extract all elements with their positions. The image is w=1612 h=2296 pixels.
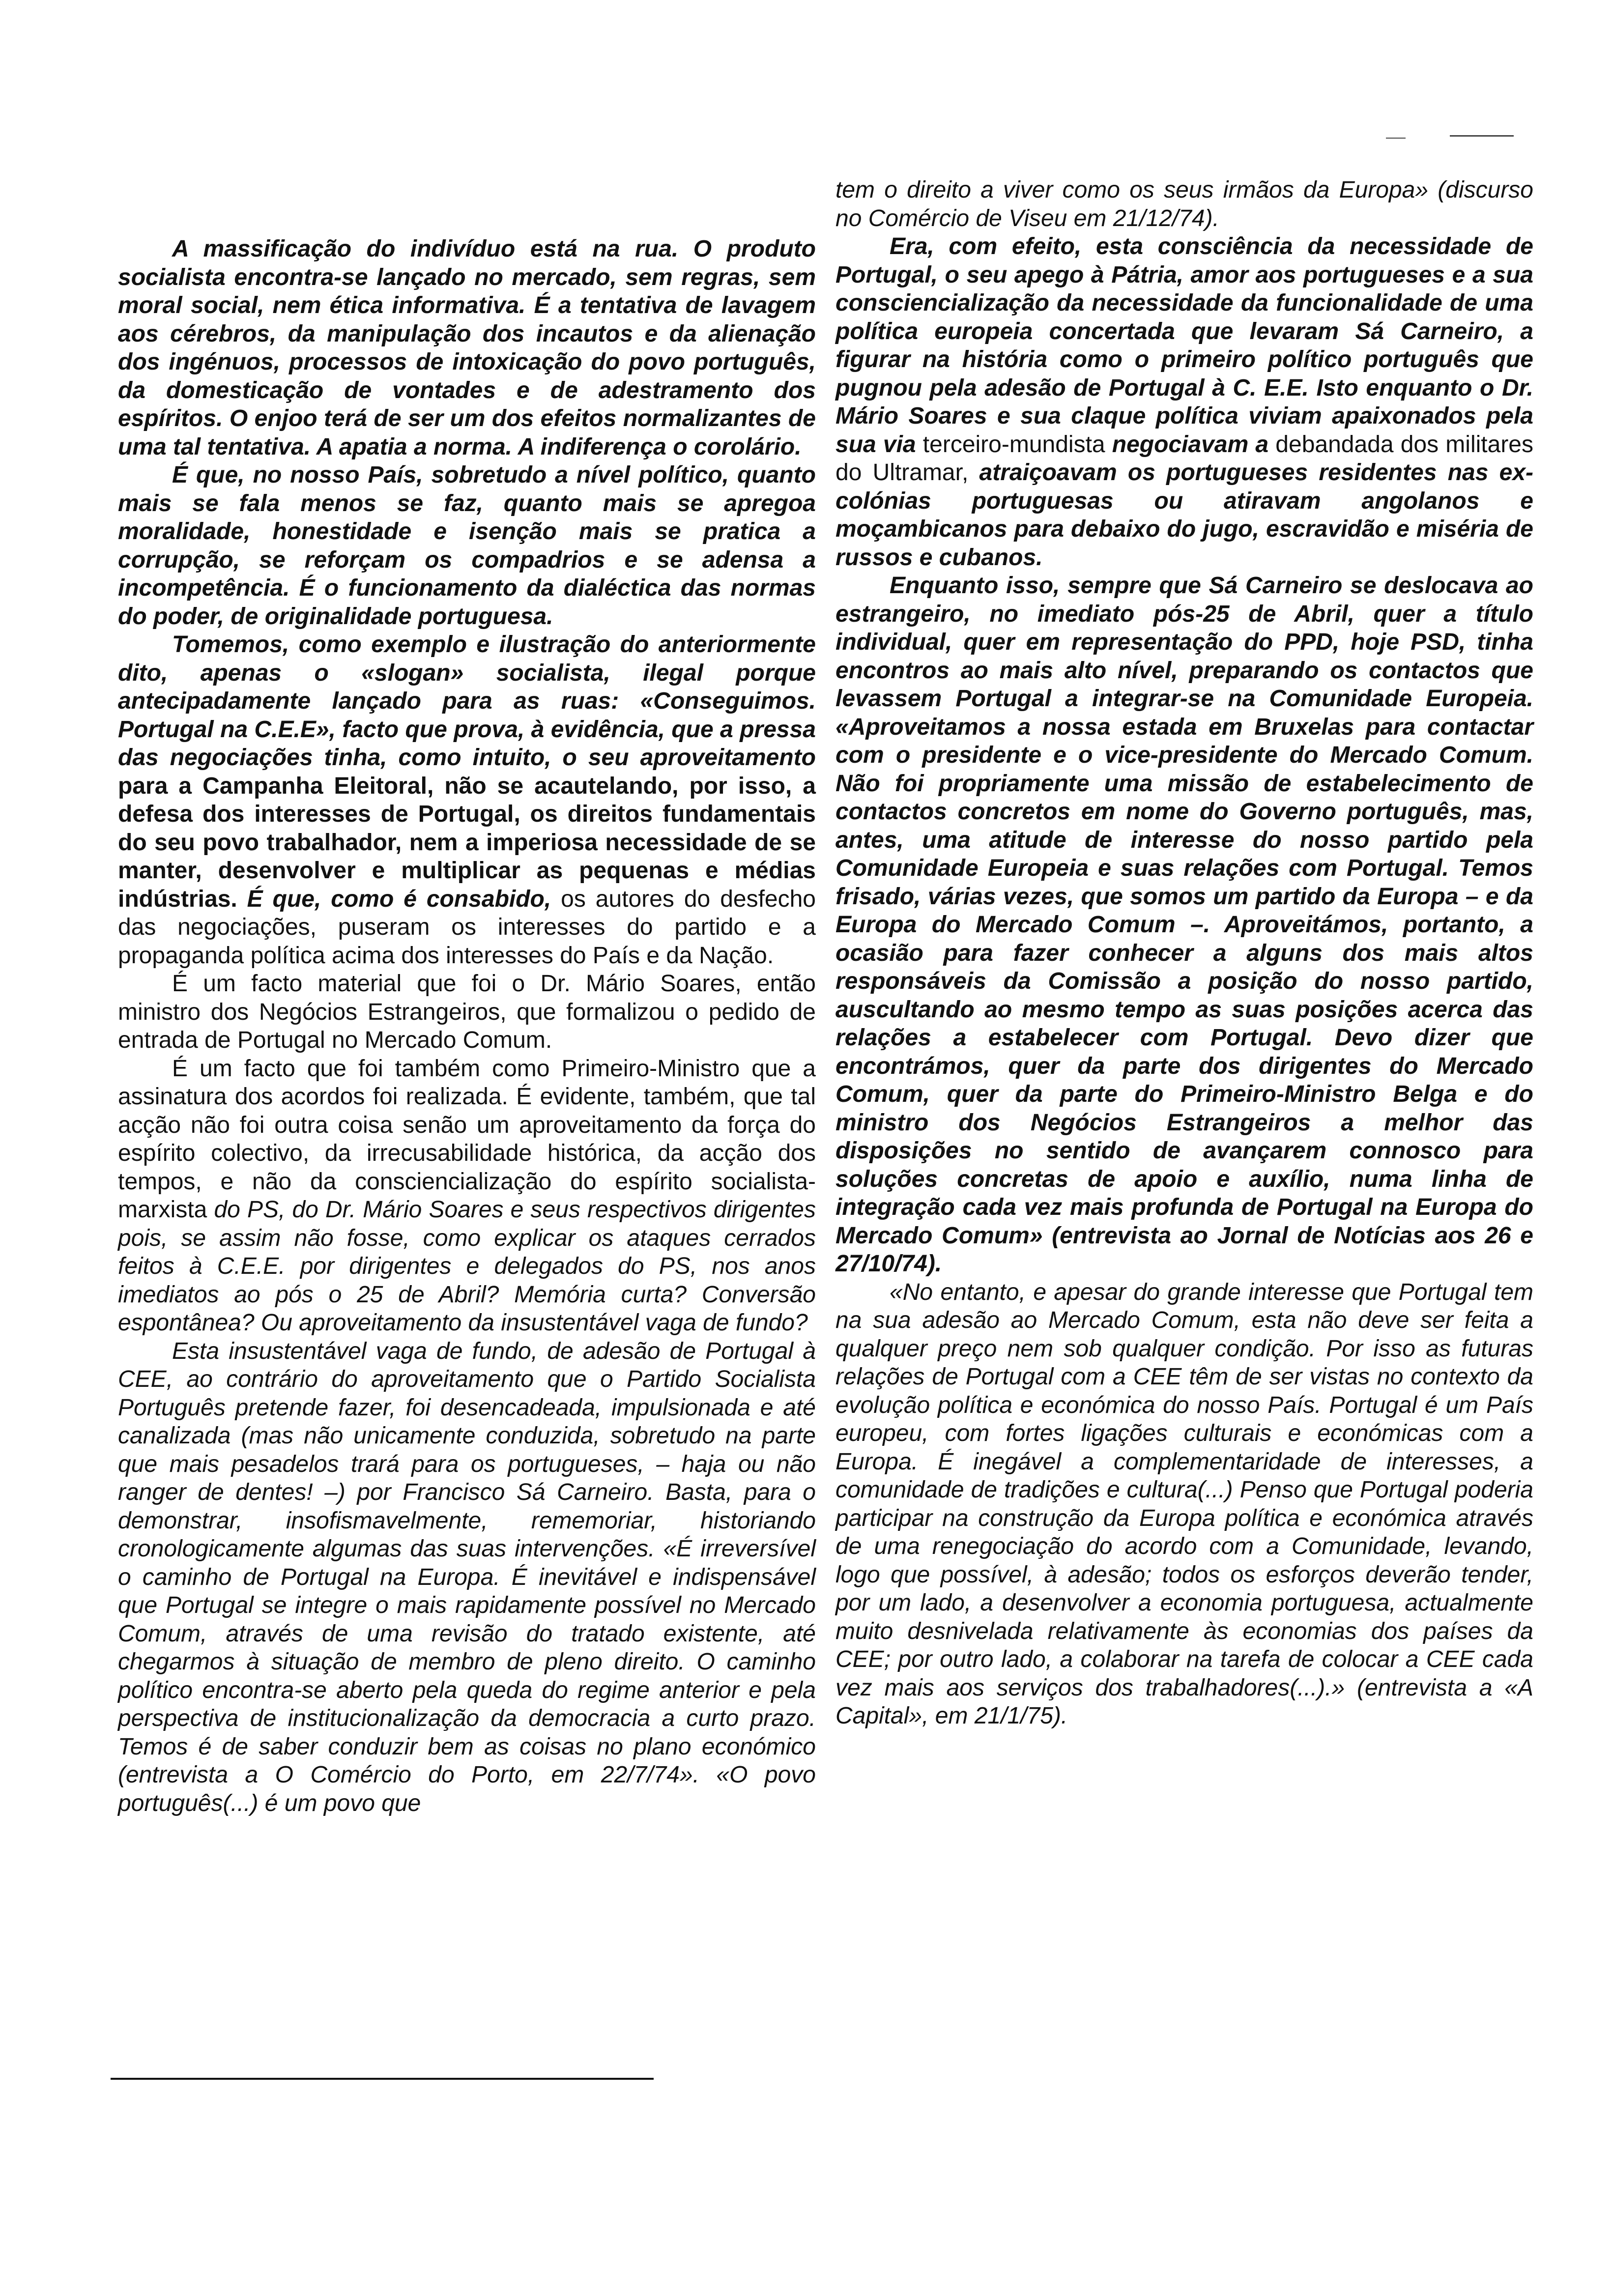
paragraph (118, 631, 816, 970)
paragraph: Esta insustentável vaga de fundo, de adesão de Portugal à CEE, ao contrário do aproveitamento que o Partido Socialista Português pretende fazer, foi desencadeada, impulsionada e até canalizada (mas não unicamente conduzida, sobretudo na parte que mais pesadelos trará para os portugueses, – haja ou não ranger de dentes! –) por Francisco Sá Carneiro. Basta, para o demonstrar, insofismavelmente, rememoriar, historiando cronologicamente algumas das suas intervenções. «É irreversível o caminho de Portugal na Europa. É inevitável e indispensável que Portugal se integre o mais rapidamente possível no Mercado Comum, através de uma revisão do tratado existente, até chegarmos à situação de membro de pleno direito. O caminho político encontra-se aberto pela queda do regime anterior e pela perspectiva de institucionalização da democracia a curto prazo. Temos é de saber conduzir bem as coisas no plano económico (entrevista a O Comércio do Porto, em 22/7/74». «O povo português(...) é um povo que (118, 1338, 816, 1816)
text-segment: para a Campanha Eleitoral, não se acautelando, por isso, a defesa dos interesses de Portugal, os direitos fundamentais do seu povo trabalhador, nem a imperiosa necessidade de se manter, desenvolver e multiplicar as pequenas e médias indústrias. (118, 773, 816, 912)
paragraph: «No entanto, e apesar do grande interesse que Portugal tem na sua adesão ao Mercado Comum, esta não deve ser feita a qualquer preço nem sob qualquer condição. Por isso as futuras relações de Portugal com a CEE têm de ser vistas no contexto da evolução política e económica do nosso País. Portugal é um País europeu, com fortes ligações culturais e económicas com a Europa. É inegável a complementaridade de interesses, a comunidade de tradições e cultura(...) Penso que Portugal poderia participar na construção da Europa política e económica através de uma renegociação do acordo com a Comunidade, levando, logo que possível, à adesão; todos os esforços deverão tender, por um lado, a desenvolver a economia portuguesa, actualmente muito desnivelada relativamente às economias dos países da CEE; por outro lado, a colaborar na tarefa de colocar a CEE cada vez mais aos serviços dos trabalhadores(...).» (entrevista a «A Capital», em 21/1/75). (835, 1279, 1533, 1729)
paragraph (118, 1055, 816, 1337)
text-segment: É um facto que foi também como Primeiro-Ministro que a assinatura dos acordos foi realizada. É evidente, também, que tal acção não foi outra coisa senão um aproveitamento da força do espírito colectivo, da irrecusabilidade histórica, da acção dos tempos, e não da consciencialização do espírito socialista-marxista (118, 1055, 816, 1223)
scan-artifact (1450, 135, 1514, 137)
text-segment: Era, com efeito, esta consciência da necessidade de Portugal, o seu apego à Pátria, amor aos portugueses e a sua consciencialização da necessidade da funcionalidade de uma política europeia concertada que levaram Sá Carneiro, a figurar na história como o primeiro político português que pugnou pela adesão de Portugal à C. E.E. Isto enquanto o Dr. Mário Soares e sua claque política viviam apaixonados pela sua via (835, 233, 1533, 458)
left-column (118, 235, 816, 1817)
paragraph: É um facto material que foi o Dr. Mário Soares, então ministro dos Negócios Estrangeiros, que formalizou o pedido de entrada de Portugal no Mercado Comum. (118, 971, 816, 1053)
text-segment: debandada dos militares do Ultramar, (835, 431, 1533, 486)
scan-artifact (1386, 138, 1406, 139)
text-segment: atraiçoavam os portugueses residentes nas ex-colónias portuguesas ou atiravam angolanos e moçambicanos para debaixo do jugo, escravidão e miséria de russos e cubanos. (835, 459, 1533, 571)
text-segment: terceiro-mundista (922, 431, 1105, 458)
text-segment: negociavam a (1105, 431, 1276, 458)
column-end-rule (111, 2078, 654, 2080)
text-segment: os autores do desfecho das negociações, puseram os interesses do partido e a propaganda política acima dos interesses do País e da Nação. (118, 886, 816, 969)
paragraph: Enquanto isso, sempre que Sá Carneiro se deslocava ao estrangeiro, no imediato pós-25 de Abril, quer a título individual, quer em representação do PPD, hoje PSD, tinha encontros ao mais alto nível, preparando os contactos que levassem Portugal a integrar-se na Comunidade Europeia. «Aproveitamos a nossa estada em Bruxelas para contactar com o presidente e o vice-presidente do Mercado Comum. Não foi propriamente uma missão de estabelecimento de contactos concretos em nome do Governo português, mas, antes, uma atitude de interesse do nosso partido pela Comunidade Europeia e suas relações com Portugal. Temos frisado, várias vezes, que somos um partido da Europa – e da Europa do Mercado Comum –. Aproveitámos, portanto, a ocasião para fazer conhecer a alguns dos mais altos responsáveis da Comissão a posição do nosso partido, auscultando ao mesmo tempo as suas posições acerca das relações a estabelecer com Portugal. Devo dizer que encontrámos, quer da parte dos dirigentes do Mercado Comum, quer da parte do Primeiro-Ministro Belga e do ministro dos Negócios Estrangeiros a melhor das disposições no sentido de avançarem connosco para soluções concretas de apoio e auxílio, numa linha de integração cada vez mais profunda de Portugal na Europa do Mercado Comum» (entrevista ao Jornal de Notícias aos 26 e 27/10/74). (835, 573, 1533, 1277)
text-segment: Tomemos, como exemplo e ilustração do anteriormente dito, apenas o «slogan» socialista, ilegal porque antecipadamente lançado para as ruas: «Conseguimos. Portugal na C.E.E», facto que prova, à evidência, que a pressa das negociações tinha, como intuito, o seu aproveitamento (118, 631, 816, 771)
paragraph: tem o direito a viver como os seus irmãos da Europa» (discurso no Comércio de Viseu em 21/12/74). (835, 177, 1533, 231)
right-column (835, 176, 1533, 1730)
paragraph: É que, no nosso País, sobretudo a nível político, quanto mais se fala menos se faz, quanto mais se apregoa moralidade, honestidade e isenção mais se pratica a corrupção, se reforçam os compadrios e se adensa a incompetência. É o funcionamento da dialéctica das normas do poder, de originalidade portuguesa. (118, 462, 816, 630)
paragraph (835, 232, 1533, 572)
paragraph: A massificação do indivíduo está na rua. O produto socialista encontra-se lançado no mercado, sem regras, sem moral social, nem ética informativa. É a tentativa de lavagem aos cérebros, da manipulação dos incautos e da alienação dos ingénuos, processos de intoxicação do povo português, da domesticação de vontades e de adestramento dos espíritos. O enjoo terá de ser um dos efeitos normalizantes de uma tal tentativa. A apatia a norma. A indiferença o corolário. (118, 236, 816, 460)
text-segment: do PS, do Dr. Mário Soares e seus respectivos dirigentes pois, se assim não fosse, como explicar os ataques cerrados feitos à C.E.E. por dirigentes e delegados do PS, nos anos imediatos ao pós o 25 de Abril? Memória curta? Conversão espontânea? Ou aproveitamento da insustentável vaga de fundo? (118, 1197, 816, 1336)
text-segment: É que, como é consabido, (247, 886, 551, 912)
